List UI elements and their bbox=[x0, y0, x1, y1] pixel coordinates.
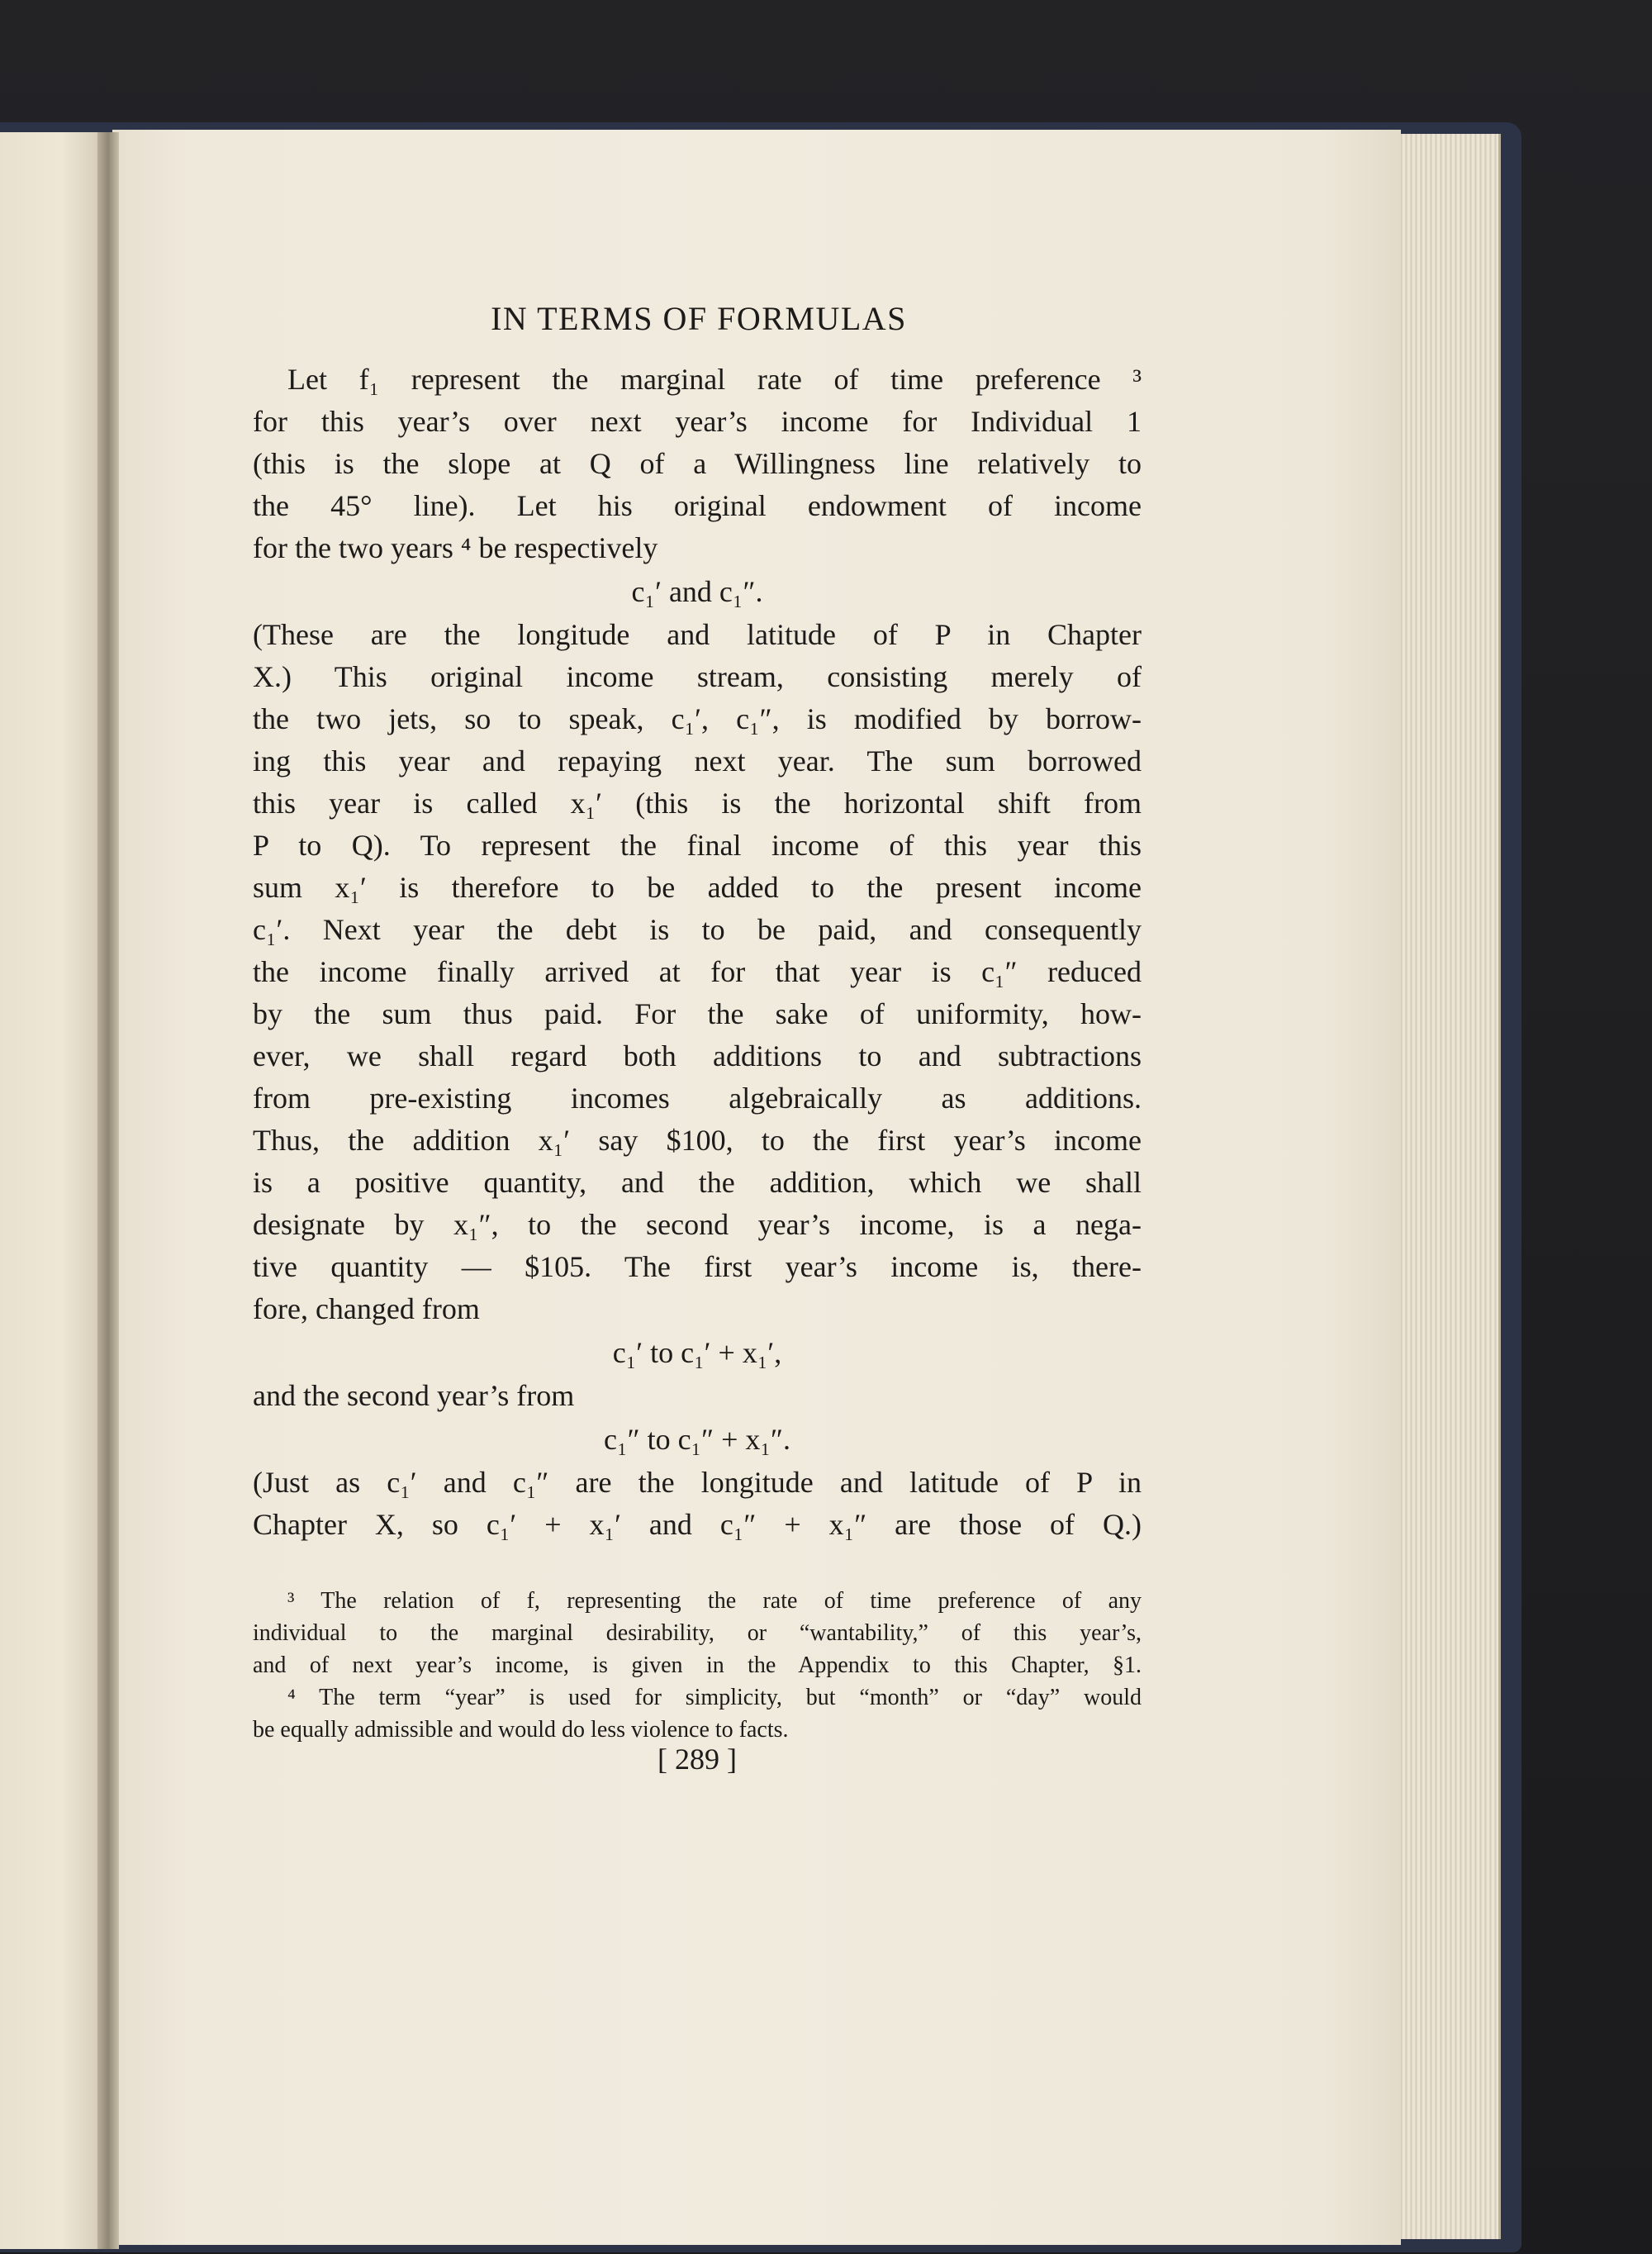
formula-line: c₁″ to c₁″ + x₁″. bbox=[604, 1423, 790, 1456]
text-line: the income finally arrived at for that year is c₁″ reduced bbox=[253, 955, 1142, 988]
text-line: tive quantity — $105. The first year’s income is, there- bbox=[253, 1250, 1142, 1283]
footnote-line: ³ The relation of f, representing the rate of time preference of any bbox=[287, 1588, 1142, 1614]
footnote-line: and of next year’s income, is given in the Appendix to this Chapter, §1. bbox=[253, 1652, 1142, 1678]
text-line: P to Q). To represent the final income of this year this bbox=[253, 829, 1142, 862]
text-line: ing this year and repaying next year. The sum borrowed bbox=[253, 744, 1142, 777]
text-line: Chapter X, so c₁′ + x₁′ and c₁″ + x₁″ are those of Q.) bbox=[253, 1508, 1142, 1541]
text-line: the two jets, so to speak, c₁′, c₁″, is modified by borrow- bbox=[253, 702, 1142, 735]
text-line: designate by x₁″, to the second year’s income, is a nega- bbox=[253, 1208, 1142, 1241]
left-page-edge bbox=[0, 132, 112, 2249]
text-line: sum x₁′ is therefore to be added to the present income bbox=[253, 871, 1142, 904]
footnote-line: be equally admissible and would do less violence to facts. bbox=[253, 1717, 789, 1743]
running-head: IN TERMS OF FORMULAS bbox=[491, 300, 907, 337]
footnote-line: ⁴ The term “year” is used for simplicity, but “month” or “day” would bbox=[287, 1685, 1142, 1710]
body-text bbox=[253, 359, 1142, 1546]
footnotes bbox=[253, 1585, 1142, 1746]
text-line: from pre-existing incomes algebraically as additions. bbox=[253, 1082, 1142, 1115]
book-gutter bbox=[97, 132, 119, 2249]
text-line: by the sum thus paid. For the sake of uniformity, how- bbox=[253, 997, 1142, 1030]
page-edges bbox=[1398, 134, 1501, 2239]
text-line: (this is the slope at Q of a Willingness line relatively to bbox=[253, 447, 1142, 480]
page-number: [ 289 ] bbox=[657, 1743, 737, 1776]
text-line: this year is called x₁′ (this is the horizontal shift from bbox=[253, 787, 1142, 820]
text-line: c₁′. Next year the debt is to be paid, and consequently bbox=[253, 913, 1142, 946]
text-line: X.) This original income stream, consisting merely of bbox=[253, 660, 1142, 693]
formula-line: c₁′ and c₁″. bbox=[631, 575, 763, 608]
text-line: Let f₁ represent the marginal rate of time preference ³ bbox=[287, 363, 1142, 396]
text-line: for the two years ⁴ be respectively bbox=[253, 531, 658, 564]
text-line: fore, changed from bbox=[253, 1292, 480, 1325]
text-line: for this year’s over next year’s income for Individual 1 bbox=[253, 405, 1142, 438]
text-line: and the second year’s from bbox=[253, 1379, 575, 1412]
text-line: Thus, the addition x₁′ say $100, to the first year’s income bbox=[253, 1124, 1142, 1157]
text-line: is a positive quantity, and the addition, which we shall bbox=[253, 1166, 1142, 1199]
formula-line: c₁′ to c₁′ + x₁′, bbox=[612, 1336, 782, 1369]
text-line: (Just as c₁′ and c₁″ are the longitude and latitude of P in bbox=[253, 1466, 1142, 1499]
footnote-line: individual to the marginal desirability, or “wantability,” of this year’s, bbox=[253, 1620, 1142, 1646]
text-line: ever, we shall regard both additions to and subtractions bbox=[253, 1039, 1142, 1072]
text-line: (These are the longitude and latitude of P in Chapter bbox=[253, 618, 1142, 651]
text-line: the 45° line). Let his original endowment of income bbox=[253, 489, 1142, 522]
